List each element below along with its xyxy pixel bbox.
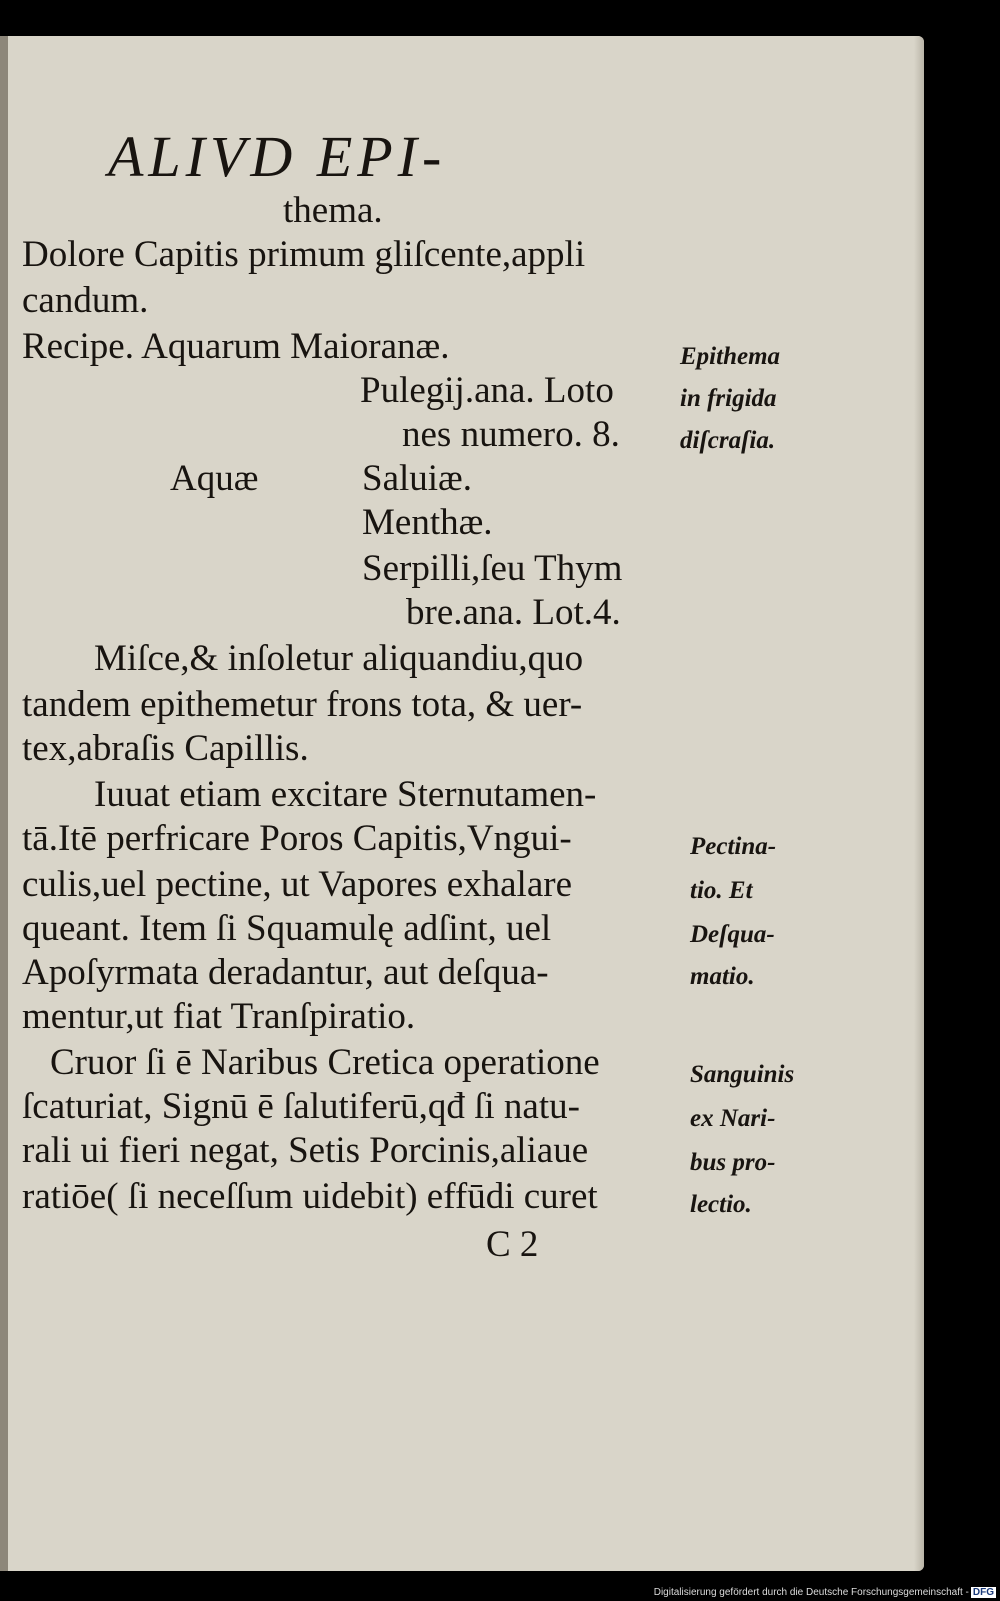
footer-credit-text: Digitalisierung gefördert durch die Deutsche Forschungsgemeinschaft - bbox=[653, 1587, 969, 1598]
body-line: candum. bbox=[22, 280, 149, 321]
page-gutter-shadow bbox=[0, 36, 8, 1571]
margin-note: Pectina- bbox=[690, 833, 777, 860]
body-line: Iuuat etiam excitare Sternutamen- bbox=[94, 774, 597, 815]
body-line: Aquæ bbox=[170, 458, 259, 499]
page-heading-continuation: thema. bbox=[283, 190, 383, 231]
dfg-logo: DFG bbox=[972, 1587, 994, 1598]
body-line: Recipe. Aquarum Maioranæ. bbox=[22, 326, 450, 367]
signature-mark: C 2 bbox=[486, 1224, 539, 1265]
body-line: mentur,ut fiat Tranſpiratio. bbox=[22, 996, 416, 1037]
body-line: Cruor ſi ē Naribus Cretica operatione bbox=[50, 1042, 600, 1083]
margin-note: Sanguinis bbox=[690, 1061, 795, 1088]
margin-note: diſcraſia. bbox=[680, 427, 776, 454]
body-line: Dolore Capitis primum gliſcente,appli bbox=[22, 234, 586, 275]
footer-credit bbox=[654, 1587, 996, 1598]
body-line: Miſce,& inſoletur aliquandiu,quo bbox=[94, 638, 584, 679]
margin-note: ex Nari- bbox=[690, 1105, 776, 1132]
book-page bbox=[0, 36, 924, 1571]
margin-note: lectio. bbox=[690, 1191, 752, 1218]
margin-note: Epithema bbox=[680, 343, 781, 370]
body-line: ſcaturiat, Signū ē ſalutiferū,qđ ſi natu- bbox=[22, 1086, 580, 1127]
body-line: ratiōe( ſi neceſſum uidebit) effūdi curet bbox=[22, 1176, 598, 1217]
page-heading: ALIVD EPI- bbox=[108, 124, 447, 189]
body-line: Saluiæ. bbox=[362, 458, 472, 499]
body-line: tex,abraſis Capillis. bbox=[22, 728, 309, 769]
margin-note: Deſqua- bbox=[690, 921, 775, 948]
body-line: bre.ana. Lot.4. bbox=[406, 592, 621, 633]
body-line: queant. Item ſi Squamulę adſint, uel bbox=[22, 908, 552, 949]
body-line: rali ui fieri negat, Setis Porcinis,aliaue bbox=[22, 1130, 589, 1171]
margin-note: bus pro- bbox=[690, 1149, 776, 1176]
body-line: tandem epithemetur frons tota, & uer- bbox=[22, 684, 583, 725]
margin-note: in frigida bbox=[680, 385, 777, 412]
body-line: Menthæ. bbox=[362, 502, 493, 543]
body-line: Apoſyrmata deradantur, aut deſqua- bbox=[22, 952, 549, 993]
margin-note: tio. Et bbox=[690, 877, 753, 904]
body-line: culis,uel pectine, ut Vapores exhalare bbox=[22, 864, 572, 905]
body-line: nes numero. 8. bbox=[402, 414, 620, 455]
body-line: tā.Itē perfricare Poros Capitis,Vngui- bbox=[22, 818, 572, 859]
body-line: Serpilli,ſeu Thym bbox=[362, 548, 623, 589]
margin-note: matio. bbox=[690, 963, 755, 990]
page-edge-shadow bbox=[914, 36, 924, 1571]
body-line: Pulegij.ana. Loto bbox=[360, 370, 614, 411]
